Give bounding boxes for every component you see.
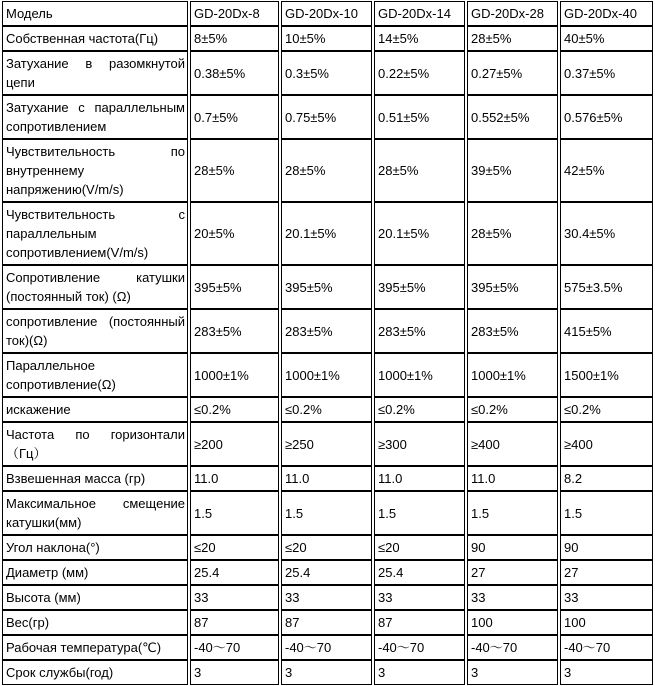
row-label: Параллельное сопротивление(Ω) [2,353,188,397]
cell-value: 28±5% [281,139,372,202]
row-label: сопротивление (постоянный ток)(Ω) [2,309,188,353]
cell-value: 11.0 [281,466,372,491]
column-header-model-1: GD-20Dx-8 [190,1,279,26]
cell-value: 0.576±5% [560,95,653,139]
table-row [2,466,653,491]
cell-value: 1.5 [190,491,279,535]
cell-value: 0.37±5% [560,51,653,95]
row-label: искажение [2,397,188,422]
cell-value: 33 [374,585,465,610]
cell-value: 87 [374,610,465,635]
cell-value: 100 [560,610,653,635]
cell-value: 0.27±5% [467,51,558,95]
table-row [2,610,653,635]
cell-value: 3 [281,660,372,685]
cell-value: 3 [467,660,558,685]
cell-value: 27 [467,560,558,585]
cell-value: -40～70 [374,635,465,660]
cell-value: 1.5 [374,491,465,535]
cell-value: 10±5% [281,26,372,51]
row-label: Срок службы(год) [2,660,188,685]
cell-value: 1500±1% [560,353,653,397]
cell-value: 28±5% [467,202,558,265]
cell-value: ≥200 [190,422,279,466]
row-label: Диаметр (мм) [2,560,188,585]
cell-value: 283±5% [467,309,558,353]
cell-value: 87 [190,610,279,635]
cell-value: 1.5 [467,491,558,535]
geophone-spec-table [0,1,655,685]
row-label: Частота по горизонтали （Гц） [2,422,188,466]
table-row [2,265,653,309]
cell-value: 20±5% [190,202,279,265]
cell-value: ≤0.2% [374,397,465,422]
cell-value: 100 [467,610,558,635]
cell-value: 20.1±5% [374,202,465,265]
cell-value: 283±5% [281,309,372,353]
row-label: Максимальное смещение катушки(мм) [2,491,188,535]
cell-value: 33 [467,585,558,610]
cell-value: 14±5% [374,26,465,51]
cell-value: ≥400 [560,422,653,466]
table-row [2,26,653,51]
cell-value: ≤0.2% [281,397,372,422]
row-label: Высота (мм) [2,585,188,610]
cell-value: ≤0.2% [190,397,279,422]
cell-value: 0.552±5% [467,95,558,139]
cell-value: 11.0 [374,466,465,491]
cell-value: 42±5% [560,139,653,202]
column-header-model-5: GD-20Dx-40 [560,1,653,26]
cell-value: -40～70 [560,635,653,660]
table-row [2,309,653,353]
table-row [2,635,653,660]
table-row [2,51,653,95]
row-label: Затухание с параллельным сопротивлением [2,95,188,139]
cell-value: ≤0.2% [467,397,558,422]
row-label: Чувствительность по внутреннему напряжению(V/m/s) [2,139,188,202]
cell-value: 40±5% [560,26,653,51]
row-label: Сопротивление катушки (постоянный ток) (Ω) [2,265,188,309]
cell-value: 25.4 [190,560,279,585]
cell-value: -40～70 [281,635,372,660]
cell-value: 415±5% [560,309,653,353]
cell-value: 25.4 [374,560,465,585]
cell-value: 8.2 [560,466,653,491]
cell-value: ≤20 [374,535,465,560]
spec-table-body [2,1,653,685]
cell-value: 283±5% [190,309,279,353]
row-label: Чувствительность с параллельным сопротивлением(V/m/s) [2,202,188,265]
cell-value: 0.22±5% [374,51,465,95]
cell-value: 8±5% [190,26,279,51]
cell-value: 30.4±5% [560,202,653,265]
cell-value: -40～70 [467,635,558,660]
cell-value: 0.3±5% [281,51,372,95]
cell-value: 3 [560,660,653,685]
cell-value: 1.5 [281,491,372,535]
cell-value: 575±3.5% [560,265,653,309]
cell-value: ≤0.2% [560,397,653,422]
table-row [2,585,653,610]
cell-value: 1.5 [560,491,653,535]
cell-value: 25.4 [281,560,372,585]
table-row [2,535,653,560]
table-row [2,560,653,585]
table-row [2,353,653,397]
row-label: Вес(гр) [2,610,188,635]
row-label: Взвешенная масса (гр) [2,466,188,491]
table-row [2,660,653,685]
row-label: Собственная частота(Гц) [2,26,188,51]
cell-value: 0.38±5% [190,51,279,95]
cell-value: 28±5% [467,26,558,51]
header-row [2,1,653,26]
cell-value: 39±5% [467,139,558,202]
cell-value: 395±5% [281,265,372,309]
cell-value: ≥250 [281,422,372,466]
column-header-model-4: GD-20Dx-28 [467,1,558,26]
cell-value: ≤20 [190,535,279,560]
cell-value: 90 [560,535,653,560]
cell-value: 87 [281,610,372,635]
table-row [2,139,653,202]
cell-value: 283±5% [374,309,465,353]
cell-value: 33 [560,585,653,610]
row-label: Рабочая температура(℃) [2,635,188,660]
cell-value: 33 [190,585,279,610]
cell-value: ≤20 [281,535,372,560]
model-header-label: Модель [2,1,188,26]
cell-value: 1000±1% [190,353,279,397]
cell-value: 1000±1% [374,353,465,397]
cell-value: ≥300 [374,422,465,466]
row-label: Угол наклона(°) [2,535,188,560]
cell-value: 90 [467,535,558,560]
cell-value: 395±5% [190,265,279,309]
table-row [2,202,653,265]
column-header-model-2: GD-20Dx-10 [281,1,372,26]
cell-value: 11.0 [190,466,279,491]
cell-value: 11.0 [467,466,558,491]
cell-value: 27 [560,560,653,585]
column-header-model-3: GD-20Dx-14 [374,1,465,26]
cell-value: 28±5% [374,139,465,202]
cell-value: 20.1±5% [281,202,372,265]
table-row [2,397,653,422]
cell-value: ≥400 [467,422,558,466]
table-row [2,491,653,535]
cell-value: 3 [374,660,465,685]
cell-value: 1000±1% [467,353,558,397]
cell-value: 0.7±5% [190,95,279,139]
cell-value: 33 [281,585,372,610]
cell-value: 0.75±5% [281,95,372,139]
cell-value: 0.51±5% [374,95,465,139]
cell-value: 3 [190,660,279,685]
cell-value: 1000±1% [281,353,372,397]
cell-value: -40～70 [190,635,279,660]
cell-value: 395±5% [467,265,558,309]
table-row [2,95,653,139]
cell-value: 395±5% [374,265,465,309]
row-label: Затухание в разомкнутой цепи [2,51,188,95]
cell-value: 28±5% [190,139,279,202]
table-row [2,422,653,466]
